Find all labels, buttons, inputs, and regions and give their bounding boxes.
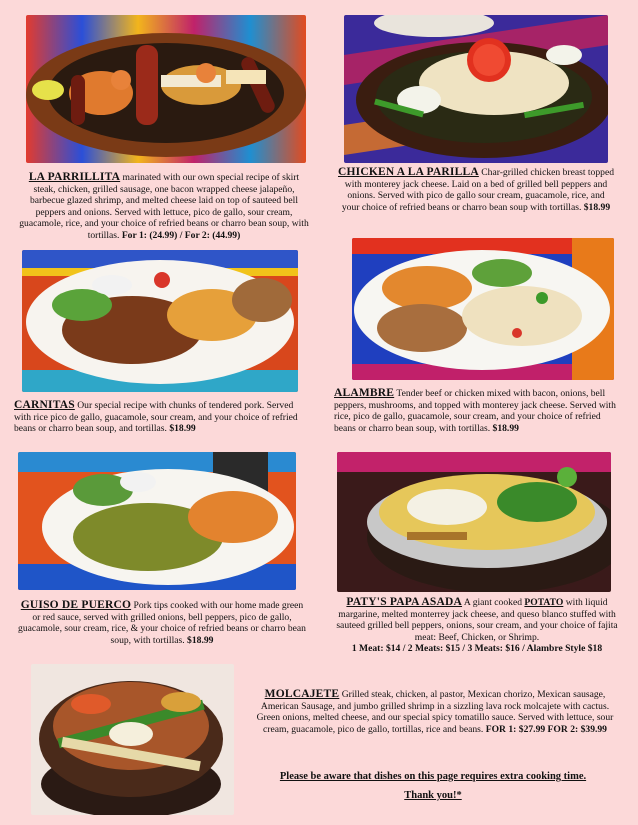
- molcajete-description: [248, 689, 622, 735]
- chicken-description: [338, 167, 614, 213]
- papa-potato: POTATO: [524, 597, 564, 608]
- molcajete-text: Grilled steak, chicken, al pastor, Mexican chorizo, Mexican sausage, American Sausage, and jumbo grilled shrimp in a sizzling lava rock molcajete with cactus. Green onions, melted cheese, and our special spicy tomatillo sauce. Served with lettuce, sour cream, guacamole, pico de gallo, tortillas, rice and beans.: [256, 689, 614, 735]
- papa-photo: [337, 452, 611, 592]
- parrillita-description: [18, 172, 310, 242]
- chicken-text: Char-grilled chicken breast topped with monterey jack cheese. Laid on a bed of grilled bell peppers and onions. Served with pico de gallo sour cream, guacamole, rice, and your choice of refried beans or charro bean soup with tortillas.: [341, 167, 614, 213]
- thank-you: Thank you!*: [404, 790, 462, 801]
- guiso-photo: [18, 452, 296, 590]
- molcajete-title: MOLCAJETE: [264, 688, 340, 700]
- chicken-photo: [344, 15, 608, 163]
- alambre-price: $18.99: [492, 422, 519, 434]
- parrillita-title: LA PARRILLITA: [28, 171, 121, 183]
- carnitas-text: Our special recipe with chunks of tendered pork. Served with rice pico de gallo, guacamole, sour cream, and your choice of refried beans or charro bean soup, and tortillas.: [14, 400, 298, 435]
- papa-description: [334, 597, 620, 655]
- alambre-text: Tender beef or chicken mixed with bacon, onions, bell peppers, mushrooms, and topped with monterey jack cheese. Served with rice, pico de gallo, guacamole, sour cream, and your choice of refried beans or charro bean soup, with tortillas.: [334, 388, 616, 434]
- alambre-title: ALAMBRE: [334, 387, 395, 399]
- guiso-text: Pork tips cooked with our home made green or red sauce, served with grilled onions, bell peppers, pico de gallo, guacamole, sour cream, rice, & your choice of refried beans or charro bean soup, with tortillas.: [18, 600, 306, 646]
- guiso-price: $18.99: [187, 634, 214, 646]
- molcajete-price: FOR 1: $27.99 FOR 2: $39.99: [485, 723, 607, 735]
- papa-text-a: A giant cooked: [462, 597, 525, 608]
- carnitas-title: CARNITAS: [14, 399, 75, 411]
- alambre-description: [334, 388, 620, 434]
- carnitas-price: $18.99: [169, 423, 196, 435]
- chicken-price: $18.99: [583, 201, 611, 213]
- parrillita-photo: [26, 15, 306, 163]
- carnitas-description: [14, 400, 302, 435]
- molcajete-photo: [31, 664, 234, 815]
- papa-title: PATY'S PAPA ASADA: [346, 596, 463, 608]
- papa-text-b: with liquid margarine, melted monterrey jack cheese, and queso blanco stuffed with sauteed grilled bell peppers, onions, sour cream, and your choice of fajita meat: Beef, Chicken, or Shrimp.: [336, 597, 618, 643]
- alambre-photo: [352, 238, 614, 380]
- parrillita-price: For 1: (24.99) / For 2: (44.99): [121, 229, 241, 241]
- papa-price: 1 Meat: $14 / 2 Meats: $15 / 3 Meats: $16 / Alambre Style $18: [351, 643, 603, 655]
- guiso-description: [16, 600, 308, 646]
- parrillita-text: marinated with our own special recipe of skirt steak, chicken, grilled sausage, one bacon wrapped cheese jalapeño, barbecue glazed shrimp, and melted cheese laid on top of sauteed bell peppers and onions. Served with lettuce, pico de gallo, sour cream, guacamole, rice, and your choice of refried beans or charro bean soup, with tortillas.: [19, 172, 309, 241]
- guiso-title: GUISO DE PUERCO: [20, 599, 132, 611]
- extra-time-notice: Please be aware that dishes on this page requires extra cooking time.: [279, 771, 587, 782]
- chicken-title: CHICKEN A LA PARILLA: [338, 166, 479, 178]
- carnitas-photo: [22, 250, 298, 392]
